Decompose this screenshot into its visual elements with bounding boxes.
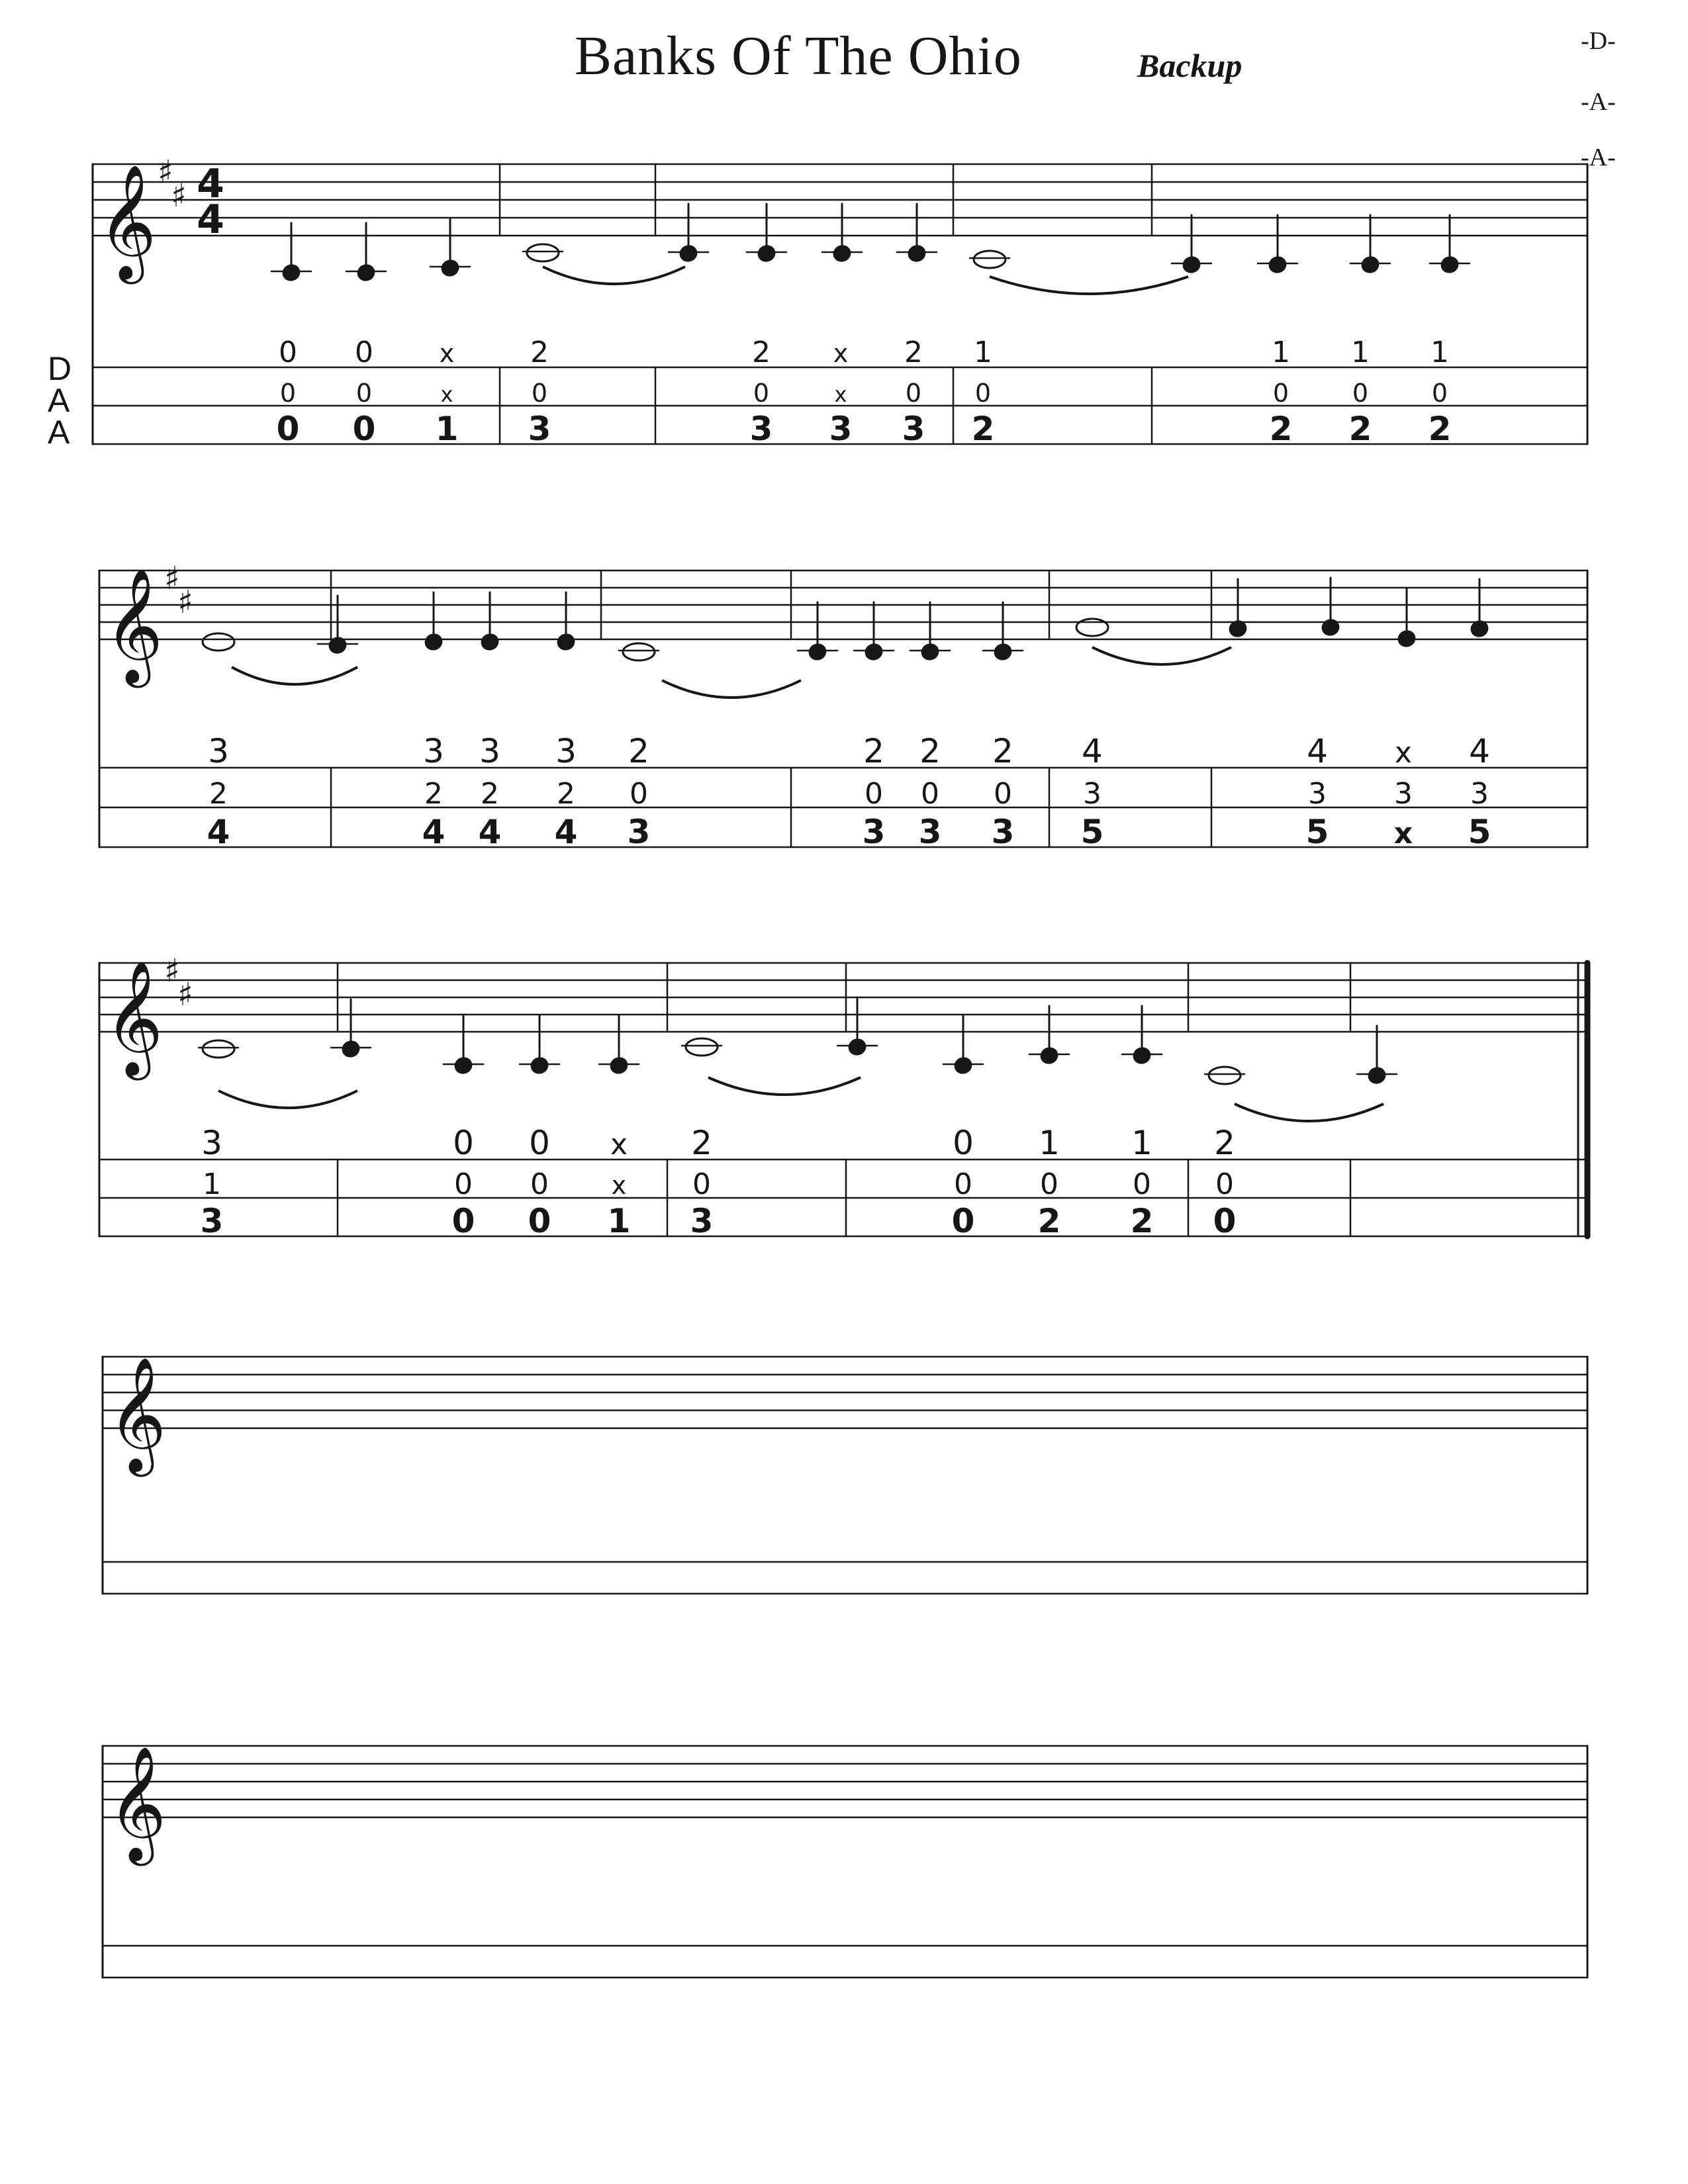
tab-number: 5	[1468, 813, 1491, 851]
key-signature-sharp-icon: ♯	[164, 560, 180, 597]
tab-number: 0	[1352, 379, 1369, 408]
tab-number: 3	[1470, 777, 1489, 811]
half-note-head	[686, 1038, 718, 1056]
tab-number: 4	[1082, 732, 1103, 770]
tab-number: 3	[690, 1202, 714, 1240]
tab-number: 2	[1428, 410, 1452, 448]
tie-curve	[218, 1091, 357, 1108]
tab-number: 2	[209, 777, 228, 811]
tab-number: 1	[1430, 336, 1449, 369]
tab-number: 0	[454, 1167, 473, 1201]
treble-clef-icon: 𝄞	[97, 164, 157, 279]
tab-number: 0	[355, 336, 373, 369]
tab-number: 2	[1348, 410, 1372, 448]
half-note-head	[527, 244, 559, 261]
tab-number: 4	[1307, 732, 1328, 770]
tab-number: 0	[279, 379, 297, 408]
half-note-head	[623, 643, 655, 660]
tab-number: 0	[352, 410, 376, 448]
tab-number: 2	[1130, 1202, 1154, 1240]
tab-number: 2	[557, 777, 575, 811]
tab-number: 3	[479, 732, 500, 770]
page-title: Banks Of The Ohio	[575, 25, 1022, 87]
tab-number: 3	[201, 1124, 222, 1162]
tab-number: 3	[862, 813, 886, 851]
tab-number: 0	[1215, 1167, 1234, 1201]
tab-number: 0	[453, 1124, 474, 1162]
tab-number: 4	[1469, 732, 1490, 770]
key-signature-sharp-icon: ♯	[177, 584, 193, 621]
tie-curve	[1235, 1104, 1383, 1121]
tab-number: 0	[528, 1202, 551, 1240]
tab-number: 2	[481, 777, 499, 811]
tab-number: 3	[627, 813, 651, 851]
tab-number: 2	[971, 410, 995, 448]
tab-number: 2	[691, 1124, 712, 1162]
tab-number: x	[1394, 736, 1413, 770]
tab-number: 0	[951, 1202, 975, 1240]
tab-number: 2	[863, 732, 884, 770]
tuning-label-1: -D-	[1581, 27, 1616, 55]
system-3	[99, 952, 1587, 1240]
tab-string-label-a2: A	[48, 414, 70, 451]
tab-number: 3	[200, 1202, 224, 1240]
tie-curve	[232, 667, 357, 684]
tie-curve	[990, 277, 1188, 294]
tab-number: x	[440, 382, 453, 407]
tab-number: 0	[905, 379, 922, 408]
system-4	[103, 1357, 1587, 1594]
half-note-head	[974, 251, 1006, 268]
tab-number: 0	[529, 1124, 550, 1162]
tab-number: 2	[628, 732, 649, 770]
tab-number: 1	[435, 410, 459, 448]
tab-number: 0	[531, 379, 548, 408]
tab-number: x	[834, 382, 847, 407]
tuning-label-2: -A-	[1581, 88, 1616, 116]
half-note-head	[1209, 1067, 1241, 1084]
tab-number: 3	[208, 732, 229, 770]
tab-number: 2	[992, 732, 1013, 770]
tab-number: 3	[1083, 777, 1102, 811]
tab-number: 3	[991, 813, 1015, 851]
treble-clef-icon: 𝄞	[104, 960, 164, 1075]
page-subtitle: Backup	[1137, 47, 1243, 84]
key-signature-sharp-icon: ♯	[171, 177, 187, 214]
tab-number: 3	[749, 410, 773, 448]
tab-number: 0	[630, 777, 648, 811]
tab-number: 1	[1351, 336, 1370, 369]
treble-clef-icon: 𝄞	[107, 1746, 167, 1861]
tab-number: 2	[919, 732, 941, 770]
tab-number: 0	[276, 410, 300, 448]
tab-number: 1	[203, 1167, 221, 1201]
time-signature-top: 4	[197, 161, 224, 207]
tab-number: 4	[422, 813, 445, 851]
tab-number: 2	[1269, 410, 1293, 448]
tab-number: 3	[555, 732, 577, 770]
tab-number: 0	[974, 379, 992, 408]
tie-curve	[662, 680, 801, 698]
system-5	[103, 1746, 1587, 1978]
tab-number: 0	[954, 1167, 972, 1201]
tuning-label-3: -A-	[1581, 144, 1616, 171]
tab-number: 0	[1213, 1202, 1237, 1240]
key-signature-sharp-icon: ♯	[158, 154, 173, 191]
tab-number: 0	[1431, 379, 1448, 408]
tab-number: x	[610, 1128, 628, 1161]
tab-number: 1	[974, 336, 992, 369]
tab-string-label-d: D	[48, 350, 72, 387]
tab-number: x	[439, 339, 455, 368]
tab-number: x	[833, 339, 849, 368]
tab-number: 0	[1272, 379, 1289, 408]
tab-number: 1	[607, 1202, 631, 1240]
tab-number: 3	[829, 410, 853, 448]
system-1	[93, 154, 1587, 448]
tab-number: 0	[865, 777, 883, 811]
tab-number: 1	[1039, 1124, 1060, 1162]
tab-number: 0	[953, 1124, 974, 1162]
key-signature-sharp-icon: ♯	[177, 976, 193, 1013]
tab-number: 3	[918, 813, 942, 851]
tab-number: 3	[1308, 777, 1327, 811]
tab-number: 0	[530, 1167, 549, 1201]
tab-number: 0	[451, 1202, 475, 1240]
tab-number: 0	[753, 379, 770, 408]
tab-number: 2	[530, 336, 549, 369]
tab-number: 5	[1080, 813, 1104, 851]
tab-number: 5	[1305, 813, 1329, 851]
tie-curve	[708, 1077, 861, 1095]
tab-number: x	[1393, 817, 1413, 850]
tab-number: 0	[921, 777, 939, 811]
tab-number: 0	[279, 336, 297, 369]
tab-number: 2	[424, 777, 443, 811]
tab-number: 2	[1214, 1124, 1235, 1162]
tab-number: 4	[207, 813, 230, 851]
tab-number: 2	[904, 336, 923, 369]
tab-number: 2	[1037, 1202, 1061, 1240]
tab-number: 0	[1040, 1167, 1058, 1201]
tab-number: 0	[355, 379, 373, 408]
tab-number: x	[611, 1171, 627, 1200]
treble-clef-icon: 𝄞	[104, 568, 164, 683]
tab-number: 0	[692, 1167, 711, 1201]
tab-number: 4	[478, 813, 502, 851]
tab-number: 0	[994, 777, 1012, 811]
tie-curve	[1092, 647, 1231, 664]
tab-number: 1	[1131, 1124, 1152, 1162]
tab-number: 0	[1133, 1167, 1151, 1201]
tab-number: 3	[902, 410, 925, 448]
time-signature-bottom: 4	[197, 197, 224, 243]
tab-number: 3	[423, 732, 444, 770]
half-note-head	[203, 1040, 234, 1058]
tab-number: 1	[1272, 336, 1290, 369]
tab-string-label-a1: A	[48, 382, 70, 419]
key-signature-sharp-icon: ♯	[164, 952, 180, 989]
tab-number: 2	[752, 336, 771, 369]
half-note-head	[203, 633, 234, 651]
system-2	[99, 560, 1587, 851]
tab-number: 3	[528, 410, 551, 448]
tab-number: 3	[1394, 777, 1413, 811]
treble-clef-icon: 𝄞	[107, 1357, 167, 1472]
tie-curve	[543, 267, 685, 284]
tab-number: 4	[554, 813, 578, 851]
